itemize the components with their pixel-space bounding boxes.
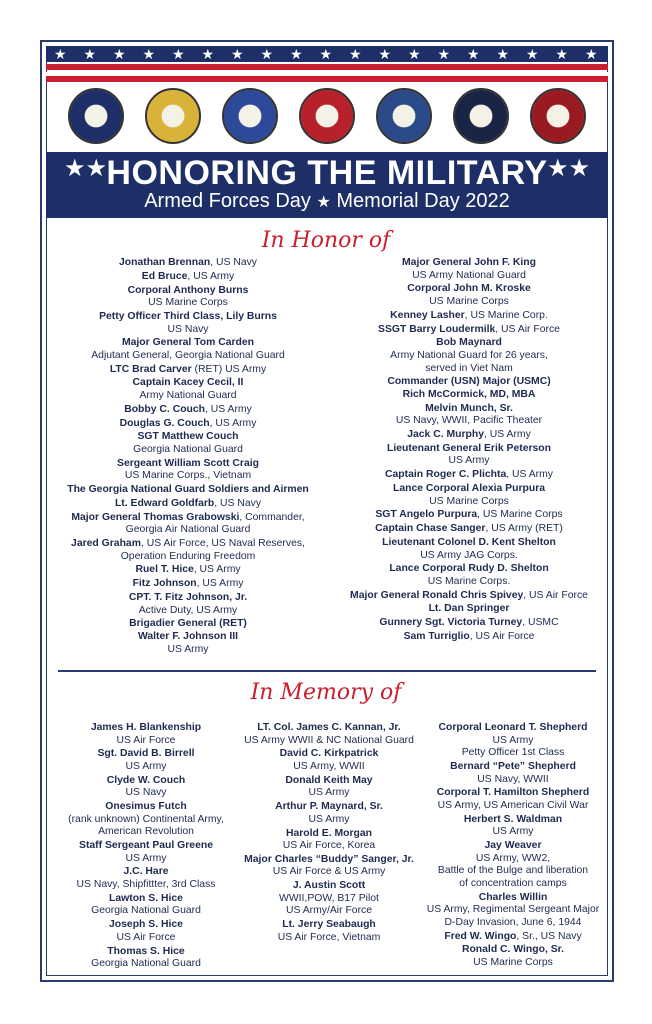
honoree-name: David C. Kirkpatrick — [279, 748, 379, 760]
service-detail: , US Navy — [214, 497, 262, 509]
service-detail: (rank unknown) Continental Army, — [68, 813, 224, 825]
section-divider — [58, 670, 596, 672]
name-entry — [424, 787, 602, 812]
honoree-name: Lawton S. Hice — [109, 892, 183, 904]
honoree-name: Commander (USN) Major (USMC) — [387, 376, 551, 388]
service-detail: US Air Force — [116, 734, 176, 746]
service-detail: US Army — [308, 787, 350, 799]
service-detail: , US Army (RET) — [485, 523, 563, 535]
name-entry — [58, 801, 234, 839]
name-entry — [338, 429, 600, 442]
service-detail: , US Air Force — [523, 589, 588, 601]
honoree-name: Rich McCormick, MD, MBA — [402, 388, 536, 400]
service-detail: US Army WWII & NC National Guard — [244, 734, 414, 746]
honoree-name: Ed Bruce — [141, 270, 188, 282]
honoree-name: Fred W. Wingo — [444, 930, 517, 942]
service-detail: US Army, US American Civil War — [437, 799, 589, 811]
service-detail: US Air Force & US Army — [272, 866, 386, 878]
honoree-name: Douglas G. Couch — [119, 417, 210, 429]
name-entry — [338, 310, 600, 323]
name-entry — [58, 775, 234, 800]
name-entry — [236, 854, 422, 879]
name-entry — [58, 364, 318, 377]
service-detail: , USMC — [522, 617, 559, 629]
service-detail: US Marine Corps., Vietnam — [124, 470, 252, 482]
name-entry — [58, 285, 318, 310]
service-detail: US Army — [492, 734, 534, 746]
honoree-name: Major General John F. King — [402, 257, 536, 268]
honoree-name: Bernard “Pete” Shepherd — [450, 760, 576, 772]
name-entry — [338, 257, 600, 282]
name-entry — [58, 840, 234, 865]
service-detail: , US Marine Corp. — [464, 309, 548, 321]
service-detail: Georgia National Guard — [91, 958, 201, 970]
name-entry — [58, 458, 318, 483]
subtitle-memorial-day: Memorial Day 2022 — [336, 190, 510, 212]
honoree-name: Bob Maynard — [436, 337, 502, 349]
service-detail: , Commander, — [239, 511, 305, 523]
service-detail: US Army — [125, 852, 167, 864]
georgia-national-guard-seal-icon — [530, 88, 586, 144]
service-detail: Georgia National Guard — [133, 444, 243, 455]
memory-column-3 — [424, 722, 602, 971]
service-detail: of concentration camps — [459, 877, 567, 889]
name-entry — [58, 946, 234, 971]
service-detail: , US Army — [209, 417, 257, 429]
honoree-name: Sgt. David B. Birrell — [97, 748, 195, 760]
service-detail: D-Day Invasion, June 6, 1944 — [444, 916, 582, 928]
flag-stars-band — [46, 46, 608, 62]
service-detail: served in Viet Nam — [425, 362, 513, 374]
name-entry — [338, 324, 600, 337]
service-detail: US Army — [448, 455, 490, 467]
army-seal-icon — [145, 88, 201, 144]
subtitle-armed-forces-day: Armed Forces Day — [144, 190, 311, 212]
honoree-name: Corporal T. Hamilton Shepherd — [436, 787, 590, 799]
service-detail: US Navy — [167, 323, 209, 335]
banner-star-icon: ★ — [290, 47, 303, 62]
title-stars-right-icon: ★★ — [546, 155, 590, 182]
marine-corps-seal-icon — [299, 88, 355, 144]
subtitle-star-icon: ★ — [316, 194, 331, 211]
honoree-name: Harold E. Morgan — [285, 827, 373, 839]
honoree-name: J.C. Hare — [123, 866, 169, 878]
service-detail: , Sr., US Navy — [516, 930, 582, 942]
service-detail: US Army, WW2, — [475, 852, 551, 864]
name-entry — [338, 590, 600, 603]
banner-star-icon: ★ — [437, 47, 451, 62]
honoree-name: Captain Roger C. Plichta — [384, 469, 507, 481]
honoree-name: Fitz Johnson — [132, 578, 197, 590]
service-detail: US Army — [308, 813, 350, 825]
service-detail: Battle of the Bulge and liberation — [437, 865, 589, 877]
honoree-name: Lance Corporal Rudy D. Shelton — [389, 563, 549, 575]
name-entry — [58, 538, 318, 563]
honoree-name: CPT. T. Fitz Johnson, Jr. — [128, 592, 248, 604]
name-entry — [338, 523, 600, 536]
name-entry — [424, 840, 602, 890]
name-entry — [424, 892, 602, 930]
name-entry — [58, 748, 234, 773]
honoree-name: James H. Blankenship — [90, 722, 202, 733]
name-entry — [236, 828, 422, 853]
name-entry — [338, 483, 600, 508]
name-entry — [424, 931, 602, 944]
name-entry — [236, 919, 422, 944]
service-detail: US Air Force, Vietnam — [277, 931, 381, 943]
honoree-name: Charles Willin — [478, 891, 548, 903]
name-entry — [58, 271, 318, 284]
service-detail: Army National Guard — [139, 390, 237, 402]
name-entry — [338, 563, 600, 588]
honoree-name: SSGT Barry Loudermilk — [378, 323, 496, 335]
honoree-name: Major Charles “Buddy” Sanger, Jr. — [244, 853, 414, 865]
honoree-name: Thomas S. Hice — [107, 945, 185, 957]
honoree-name: Sergeant William Scott Craig — [117, 457, 259, 469]
honoree-name: Jonathan Brennan — [119, 257, 211, 268]
name-entry — [236, 880, 422, 918]
service-detail: US Navy — [125, 787, 167, 799]
service-detail: , US Air Force — [495, 323, 560, 335]
honor-heading: In Honor of — [261, 228, 391, 253]
banner-star-icon: ★ — [467, 47, 480, 62]
page-title: HONORING THE MILITARY — [106, 154, 548, 192]
service-detail: US Army, WWII — [293, 760, 365, 772]
banner-star-icon: ★ — [585, 47, 598, 62]
service-detail: Active Duty, US Army — [138, 604, 238, 616]
service-detail: Army National Guard for 26 years, — [390, 349, 548, 361]
name-entry — [58, 866, 234, 891]
title-band — [46, 152, 608, 218]
name-entry — [58, 592, 318, 617]
name-entry — [236, 801, 422, 826]
name-entry — [338, 469, 600, 482]
name-entry — [58, 512, 318, 537]
navy-seal-icon — [68, 88, 124, 144]
honoree-name: Clyde W. Couch — [106, 774, 186, 786]
name-entry — [338, 443, 600, 468]
service-detail: US Army — [125, 760, 167, 772]
honoree-name: LTC Brad Carver — [109, 363, 192, 375]
service-detail: US Army/Air Force — [285, 905, 373, 917]
honoree-name: Captain Kacey Cecil, II — [132, 377, 244, 389]
air-force-seal-icon — [222, 88, 278, 144]
flag-stripe — [46, 64, 608, 70]
service-detail: Georgia Air National Guard — [125, 524, 251, 536]
service-detail: , US Army — [187, 270, 235, 282]
name-entry — [58, 377, 318, 402]
honoree-name: Herbert S. Waldman — [463, 813, 563, 825]
service-detail: , US Navy — [210, 257, 257, 268]
honoree-name: The Georgia National Guard Soldiers and Airmen — [67, 484, 309, 496]
service-detail: US Army JAG Corps. — [420, 549, 518, 561]
honoree-name: J. Austin Scott — [292, 880, 366, 892]
honoree-name: SGT Angelo Purpura — [375, 509, 478, 521]
name-entry — [338, 617, 600, 630]
service-detail: (RET) US Army — [191, 363, 267, 375]
space-force-seal-icon — [453, 88, 509, 144]
banner-star-icon: ★ — [172, 47, 185, 62]
memory-column-2 — [236, 722, 422, 946]
honoree-name: Ronald C. Wingo, Sr. — [461, 944, 565, 956]
service-detail: US Marine Corps. — [427, 575, 511, 587]
honoree-name: Major General Ronald Chris Spivey — [350, 589, 524, 601]
honoree-name: Jared Graham — [71, 538, 141, 550]
name-entry — [424, 761, 602, 786]
honoree-name: Captain Chase Sanger — [375, 523, 486, 535]
service-detail: US Marine Corps — [429, 295, 509, 307]
service-detail: US Navy, WWII — [477, 773, 549, 785]
service-detail: , US Army — [205, 403, 252, 415]
service-detail: US Army National Guard — [412, 269, 526, 281]
name-entry — [236, 775, 422, 800]
banner-star-icon: ★ — [54, 47, 67, 62]
name-entry — [58, 337, 318, 362]
name-entry — [58, 257, 318, 270]
banner-star-icon: ★ — [319, 47, 333, 62]
name-entry — [58, 919, 234, 944]
title-stars-left-icon: ★★ — [64, 155, 108, 182]
coast-guard-seal-icon — [376, 88, 432, 144]
honoree-name: Major General Tom Carden — [121, 337, 255, 349]
honoree-name: Brigadier General (RET) — [129, 618, 247, 630]
service-detail: Georgia National Guard — [91, 905, 201, 917]
name-entry — [424, 722, 602, 760]
honoree-name: SGT Matthew Couch — [137, 431, 239, 443]
service-detail: , US Army — [193, 564, 241, 576]
service-detail: , US Army — [196, 578, 244, 590]
service-detail: American Revolution — [98, 826, 194, 838]
banner-star-icon: ★ — [349, 47, 362, 62]
honoree-name: Corporal Leonard T. Shepherd — [438, 722, 588, 733]
honor-left-column — [58, 257, 318, 657]
name-entry — [338, 631, 600, 644]
service-detail: US Air Force — [116, 931, 176, 943]
service-detail: Petty Officer 1st Class — [461, 747, 565, 759]
service-detail: WWII,POW, B17 Pilot — [279, 892, 379, 904]
name-entry — [424, 944, 602, 969]
service-detail: , US Air Force — [469, 631, 535, 642]
name-entry — [58, 431, 318, 456]
service-detail: , US Marine Corps — [477, 509, 563, 521]
honoree-name: Onesimus Futch — [105, 801, 187, 813]
stars-row — [46, 46, 608, 62]
name-entry — [338, 283, 600, 308]
service-detail: Adjutant General, Georgia National Guard — [91, 349, 285, 361]
banner-star-icon: ★ — [231, 47, 244, 62]
honoree-name: Lieutenant General Erik Peterson — [387, 442, 551, 454]
honoree-name: Ruel T. Hice — [135, 564, 194, 576]
memory-heading: In Memory of — [250, 680, 402, 705]
honor-right-column — [338, 257, 600, 645]
honoree-name: Sam Turriglio — [403, 631, 470, 642]
banner-star-icon: ★ — [142, 47, 156, 62]
memory-column-1 — [58, 722, 234, 972]
honoree-name: LT. Col. James C. Kannan, Jr. — [257, 722, 401, 733]
banner-star-icon: ★ — [496, 47, 510, 62]
honoree-name: Melvin Munch, Sr. — [425, 402, 513, 414]
banner-star-icon: ★ — [260, 47, 274, 62]
service-detail: US Marine Corps — [148, 297, 228, 309]
honoree-name: Lieutenant Colonel D. Kent Shelton — [382, 536, 556, 548]
name-entry — [338, 376, 600, 401]
name-entry — [58, 618, 318, 656]
service-detail: Operation Enduring Freedom — [120, 550, 256, 562]
name-entry — [236, 722, 422, 747]
service-detail: US Army — [167, 643, 209, 655]
banner-star-icon: ★ — [526, 47, 539, 62]
name-entry — [338, 509, 600, 522]
name-entry — [338, 403, 600, 428]
honoree-name: Walter F. Johnson III — [137, 631, 239, 642]
banner-star-icon: ★ — [555, 47, 569, 62]
honoree-name: Lt. Dan Springer — [428, 603, 510, 615]
flag-stripe — [46, 76, 608, 82]
honoree-name: Joseph S. Hice — [109, 919, 183, 931]
honoree-name: Lance Corporal Alexia Purpura — [392, 482, 546, 494]
service-detail: US Army, Regimental Sergeant Major — [426, 904, 600, 916]
banner-star-icon: ★ — [378, 47, 392, 62]
service-detail: US Marine Corps — [429, 495, 509, 507]
name-entry — [58, 722, 234, 747]
honoree-name: Lt. Jerry Seabaugh — [282, 919, 376, 931]
honoree-name: Donald Keith May — [285, 774, 373, 786]
honoree-name: Arthur P. Maynard, Sr. — [275, 801, 383, 813]
name-entry — [58, 418, 318, 431]
name-entry — [58, 564, 318, 577]
banner-star-icon: ★ — [113, 47, 126, 62]
name-entry — [58, 893, 234, 918]
service-detail: US Navy, WWII, Pacific Theater — [395, 415, 543, 427]
service-detail: , US Army — [484, 429, 531, 441]
honoree-name: Staff Sergeant Paul Greene — [79, 840, 213, 852]
banner-star-icon: ★ — [83, 47, 97, 62]
honoree-name: Petty Officer Third Class, Lily Burns — [99, 310, 277, 322]
honoree-name: Corporal Anthony Burns — [127, 284, 249, 296]
name-entry — [338, 537, 600, 562]
honoree-name: Major General Thomas Grabowski — [71, 511, 240, 523]
service-detail: , US Air Force, US Naval Reserves, — [140, 538, 305, 550]
honoree-name: Corporal John M. Kroske — [407, 283, 531, 295]
honoree-name: Lt. Edward Goldfarb — [114, 497, 215, 509]
name-entry — [338, 603, 600, 616]
honoree-name: Bobby C. Couch — [124, 403, 206, 415]
banner-star-icon: ★ — [201, 47, 215, 62]
name-entry — [58, 404, 318, 417]
name-entry — [236, 748, 422, 773]
page-subtitle — [46, 190, 608, 213]
name-entry — [58, 578, 318, 591]
service-detail: US Army — [492, 826, 534, 838]
name-entry — [58, 484, 318, 497]
name-entry — [424, 814, 602, 839]
service-detail: US Marine Corps — [473, 957, 553, 968]
honoree-name: Gunnery Sgt. Victoria Turney — [379, 617, 523, 629]
name-entry — [58, 498, 318, 511]
military-seals-row — [46, 88, 608, 150]
service-detail: US Air Force, Korea — [282, 840, 376, 852]
service-detail: , US Army — [506, 469, 553, 481]
banner-star-icon: ★ — [408, 47, 421, 62]
name-entry — [58, 311, 318, 336]
name-entry — [338, 337, 600, 375]
honoree-name: Jack C. Murphy — [407, 429, 485, 441]
honoree-name: Kenney Lasher — [390, 309, 465, 321]
service-detail: US Navy, Shipfittter, 3rd Class — [76, 879, 216, 891]
honoree-name: Jay Weaver — [484, 840, 542, 852]
